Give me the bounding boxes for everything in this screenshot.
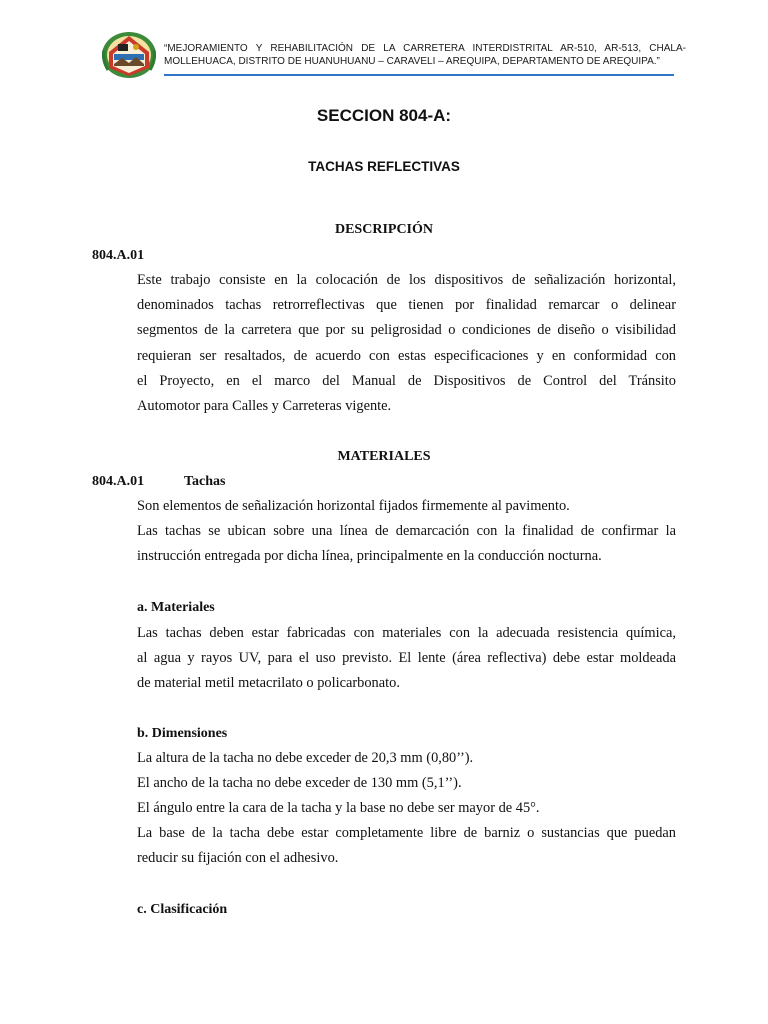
paragraph-line: El ángulo entre la cara de la tacha y la base no debe ser mayor de 45°. [137, 800, 540, 816]
descripcion-paragraph [137, 268, 676, 419]
paragraph-line: el Proyecto, en el marco del Manual de Dispositivos de Control del Tránsito [137, 372, 676, 389]
materiales-heading: MATERIALES [337, 449, 431, 464]
paragraph-line: Son elementos de señalización horizontal fijados firmemente al pavimento. [137, 498, 570, 514]
project-title-line1: “MEJORAMIENTO Y REHABILITACIÓN DE LA CARRETERA INTERDISTRITAL AR-510, AR-513, CHALA- [164, 43, 686, 54]
section-subtitle: TACHAS REFLECTIVAS [308, 159, 460, 174]
materiales-clause-number: 804.A.01 [92, 474, 145, 489]
coat-of-arms-icon [100, 30, 158, 80]
document-header [100, 30, 690, 80]
descripcion-clause-number: 804.A.01 [92, 248, 145, 263]
project-title-line2: MOLLEHUACA, DISTRITO DE HUANUHUANU – CARAVELI – AREQUIPA, DEPARTAMENTO DE AREQUIPA.” [164, 56, 660, 67]
paragraph-line: segmentos de la carretera que por su peligrosidad o condiciones de diseño o visibilidad [137, 322, 676, 339]
paragraph-line: Las tachas se ubican sobre una línea de demarcación con la finalidad de confirmar la [137, 523, 676, 539]
subsection-c-heading: c. Clasificación [137, 902, 228, 917]
paragraph-line: Este trabajo consiste en la colocación de los dispositivos de señalización horizontal, [137, 272, 676, 288]
paragraph-line: Las tachas deben estar fabricadas con materiales con la adecuada resistencia química, [137, 625, 676, 641]
project-title [164, 42, 686, 68]
header-divider [164, 74, 674, 76]
paragraph-line: requieran ser resaltados, de acuerdo con estas especificaciones y en conformidad con [137, 347, 676, 364]
paragraph-line: al agua y rayos UV, para el uso previsto. El lente (área reflectiva) debe estar moldeada [137, 650, 676, 666]
section-title: SECCION 804-A: [316, 106, 452, 125]
descripcion-heading: DESCRIPCIÓN [334, 222, 433, 237]
materiales-clause-title: Tachas [184, 474, 226, 489]
paragraph-line: instrucción entregada por dicha línea, principalmente en la conducción nocturna. [137, 548, 602, 564]
paragraph-line: reducir su fijación con el adhesivo. [137, 850, 339, 866]
paragraph-line: denominados tachas retrorreflectivas que tienen por finalidad remarcar o delinear [137, 297, 676, 314]
paragraph-line: La base de la tacha debe estar completamente libre de barniz o sustancias que puedan [137, 825, 676, 841]
paragraph-line: Automotor para Calles y Carreteras vigente. [137, 398, 392, 415]
paragraph-line: de material metil metacrilato o policarbonato. [137, 675, 400, 691]
subsection-a-heading: a. Materiales [137, 600, 215, 615]
paragraph-line: El ancho de la tacha no debe exceder de 130 mm (5,1’’). [137, 775, 462, 791]
subsection-b-heading: b. Dimensiones [137, 726, 228, 741]
paragraph-line: La altura de la tacha no debe exceder de 20,3 mm (0,80’’). [137, 750, 474, 766]
